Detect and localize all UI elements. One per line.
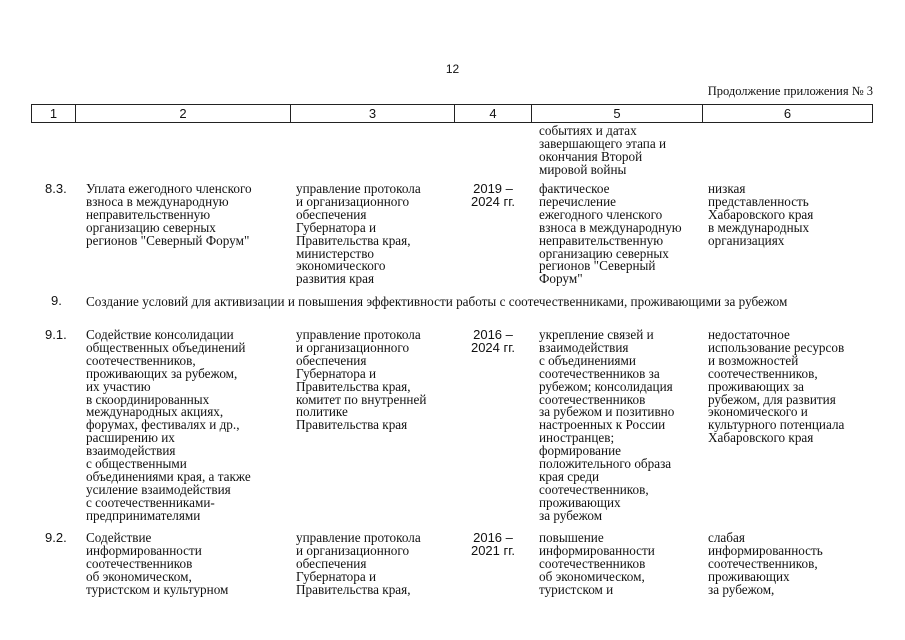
row-consequence: низкая представленность Хабаровского края в международных организациях	[708, 181, 814, 248]
row-number: 8.3.	[45, 181, 67, 196]
header-col-6: 6	[702, 104, 873, 123]
page-number: 12	[445, 62, 460, 76]
appendix-caption: Продолжение приложения № 3	[707, 84, 873, 98]
table-header-row	[31, 104, 873, 124]
section-number: 9.	[51, 293, 62, 308]
row-result: укрепление связей и взаимодействия с объединениями соотечественников за рубежом; консолидация соотечественников за рубежом и позитивно настроенных к России иностранцев; формирование положительного образа края среди соотечественников, проживающих за рубежом	[539, 327, 675, 523]
header-col-5: 5	[531, 104, 703, 123]
row-period: 2016 – 2024 гг.	[470, 327, 516, 355]
row-responsible: управление протокола и организационного обеспечения Губернатора и Правительства края, комитет по внутренней политике Правительства края	[296, 327, 427, 433]
row-responsible: управление протокола и организационного обеспечения Губернатора и Правительства края, министерство экономического развития края	[296, 181, 421, 287]
row-activity: Уплата ежегодного членского взноса в международную неправительственную организацию северных регионов "Северный Форум"	[86, 181, 252, 248]
row-result: фактическое перечисление ежегодного членского взноса в международную неправительственную организацию северных регионов "Северный Форум"	[539, 181, 682, 287]
header-col-4: 4	[454, 104, 532, 123]
section-title: Создание условий для активизации и повышения эффективности работы с соотечественниками, проживающими за рубежом	[86, 294, 788, 309]
row-responsible: управление протокола и организационного обеспечения Губернатора и Правительства края,	[296, 530, 421, 597]
header-col-3: 3	[290, 104, 455, 123]
row-number: 9.1.	[45, 327, 67, 342]
row-activity: Содействие информированности соотечественников об экономическом, туристском и культурном	[86, 530, 229, 597]
row-consequence: слабая информированность соотечественников, проживающих за рубежом,	[708, 530, 823, 597]
row-period: 2016 – 2021 гг.	[470, 530, 516, 558]
continuation-col5: событиях и датах завершающего этапа и окончания Второй мировой войны	[539, 123, 667, 177]
row-result: повышение информированности соотечественников об экономическом, туристском и	[539, 530, 655, 597]
row-consequence: недостаточное использование ресурсов и возможностей соотечественников, проживающих за рубежом, для развития экономического и культурного потенциала Хабаровского края	[708, 327, 845, 446]
header-col-2: 2	[75, 104, 291, 123]
row-activity: Содействие консолидации общественных объединений соотечественников, проживающих за рубежом, их участию в скоординированных международных акциях, форумах, фестивалях и др., расширению их взаимодействия с общественными объединениями края, а также усиление взаимодействия с соотечественниками- предпринимателями	[86, 327, 251, 523]
row-number: 9.2.	[45, 530, 67, 545]
header-col-1: 1	[31, 104, 76, 123]
row-period: 2019 – 2024 гг.	[470, 181, 516, 209]
